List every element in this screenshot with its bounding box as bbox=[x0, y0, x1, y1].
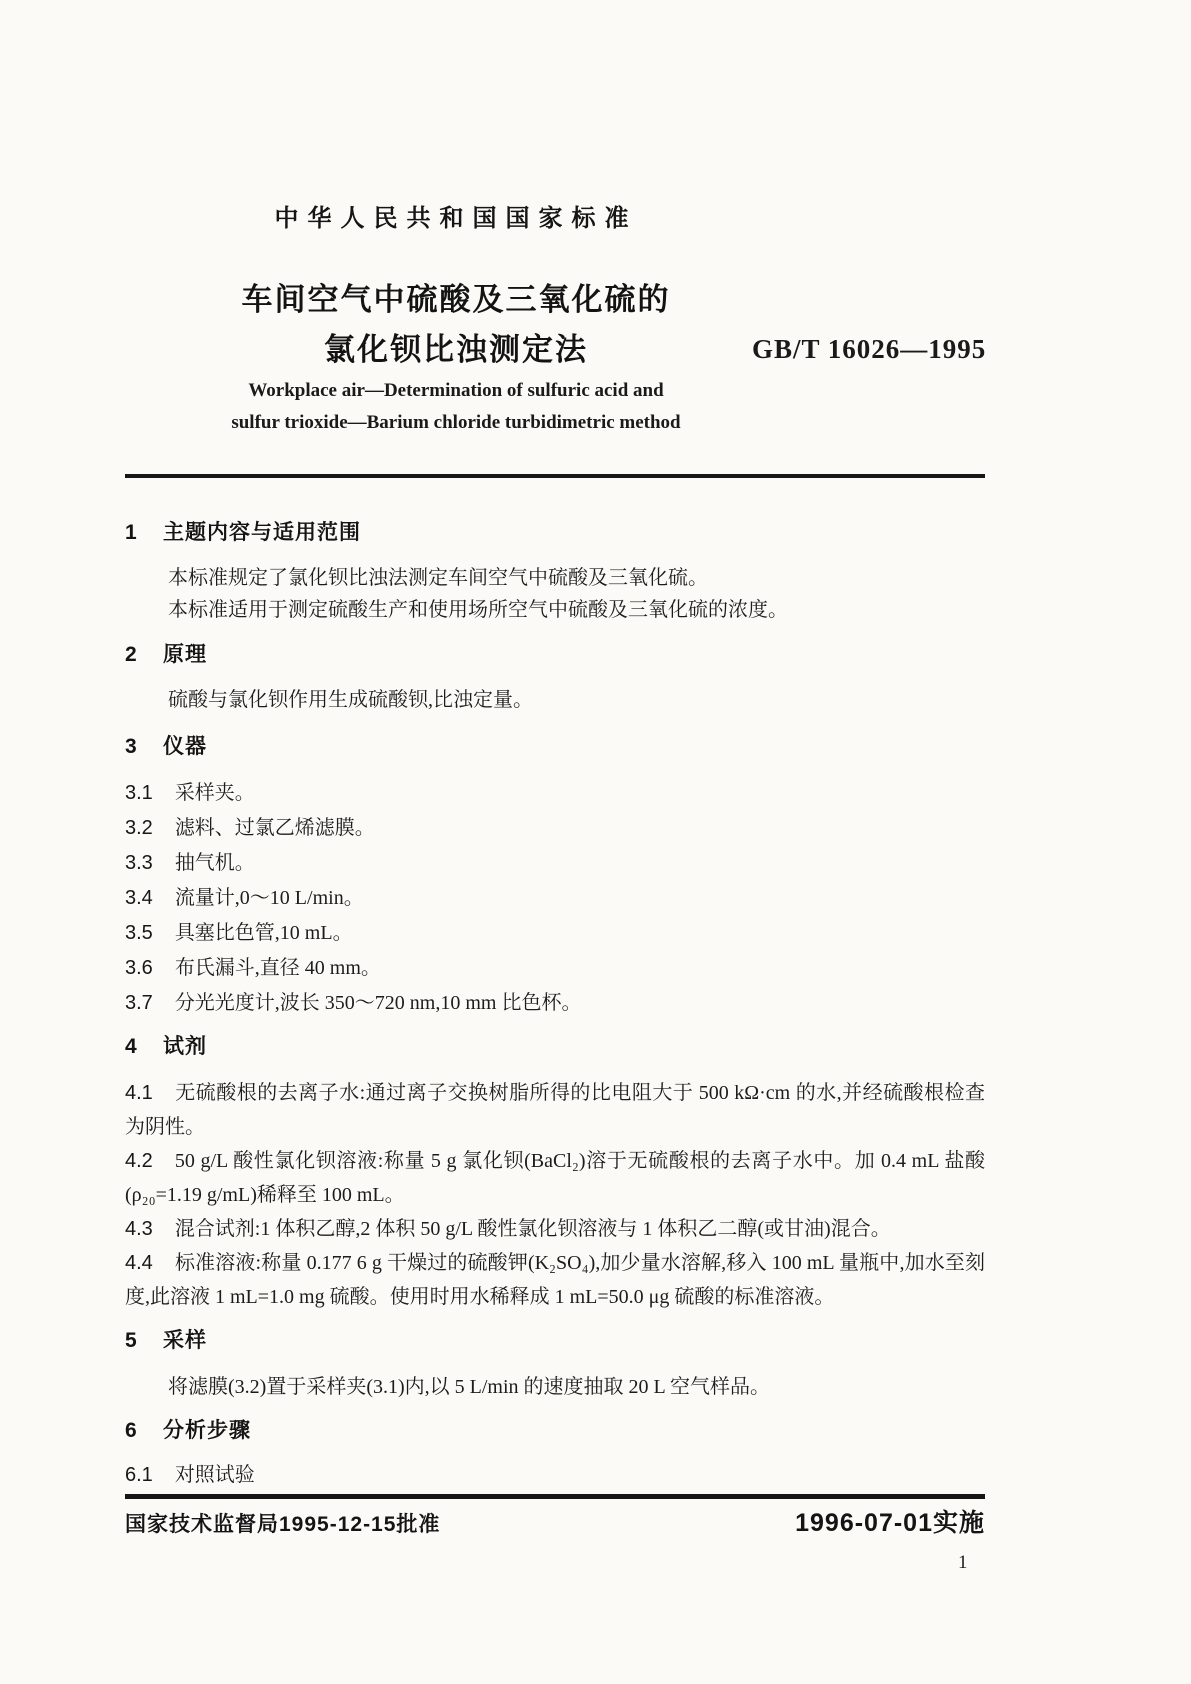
clause-number: 3.2 bbox=[125, 817, 153, 839]
section-heading bbox=[125, 1416, 985, 1446]
clause-number: 3.4 bbox=[125, 887, 153, 909]
clause-text: 分光光度计,波长 350～720 nm,10 mm 比色杯。 bbox=[174, 992, 582, 1014]
section-principle bbox=[125, 640, 985, 716]
section-number: 2 bbox=[125, 643, 138, 666]
footer-divider bbox=[125, 1494, 985, 1499]
clause-number: 4.2 bbox=[125, 1150, 153, 1172]
section-title: 采样 bbox=[163, 1329, 207, 1352]
clause bbox=[125, 1212, 985, 1246]
clause-number: 3.3 bbox=[125, 852, 153, 874]
paragraph: 本标准规定了氯化钡比浊法测定车间空气中硫酸及三氧化硫。 bbox=[168, 567, 708, 589]
clause-number: 6.1 bbox=[125, 1464, 153, 1486]
section-title: 主题内容与适用范围 bbox=[163, 521, 361, 544]
section-heading bbox=[125, 640, 985, 670]
section-heading bbox=[125, 732, 985, 762]
clause-number: 3.1 bbox=[125, 782, 153, 804]
clause bbox=[125, 986, 985, 1021]
clause-text: 50 g/L 酸性氯化钡溶液:称量 5 g 氯化钡(BaCl₂)溶于无硫酸根的去离子水中。加 0.4 mL 盐酸(ρ₂₀=1.19 g/mL)稀释至 100 mL。 bbox=[125, 1150, 985, 1206]
clause-number: 3.5 bbox=[125, 922, 153, 944]
clause-number: 4.4 bbox=[125, 1252, 153, 1274]
section-number: 6 bbox=[125, 1419, 138, 1442]
section-procedure bbox=[125, 1416, 985, 1490]
header-divider bbox=[125, 474, 985, 478]
paragraph: 硫酸与氯化钡作用生成硫酸钡,比浊定量。 bbox=[168, 689, 533, 711]
section-number: 5 bbox=[125, 1329, 138, 1352]
section-number: 3 bbox=[125, 735, 138, 758]
clause-number: 3.7 bbox=[125, 992, 153, 1014]
clause-text: 抽气机。 bbox=[174, 852, 255, 874]
english-title-line2: sulfur trioxide—Barium chloride turbidimetric method bbox=[231, 412, 681, 433]
section-sampling bbox=[125, 1326, 985, 1404]
clause-text: 流量计,0～10 L/min。 bbox=[174, 887, 364, 909]
clause-text: 滤料、过氯乙烯滤膜。 bbox=[174, 817, 375, 839]
clause-number: 3.6 bbox=[125, 957, 153, 979]
document-title-line1: 车间空气中硫酸及三氧化硫的 bbox=[241, 282, 671, 317]
section-apparatus bbox=[125, 732, 985, 1021]
clause-text: 对照试验 bbox=[174, 1464, 255, 1486]
footer-implementation-date: 1996-07-01实施 bbox=[795, 1509, 985, 1537]
clause-text: 具塞比色管,10 mL。 bbox=[174, 922, 353, 944]
clause bbox=[125, 1460, 985, 1490]
section-scope bbox=[125, 518, 985, 626]
section-heading bbox=[125, 1032, 985, 1062]
section-heading bbox=[125, 1326, 985, 1356]
clause bbox=[125, 1246, 985, 1314]
section-title: 原理 bbox=[163, 643, 207, 666]
clause-text: 标准溶液:称量 0.177 6 g 干燥过的硫酸钾(K₂SO₄),加少量水溶解,移入 100 mL 量瓶中,加水至刻度,此溶液 1 mL=1.0 mg 硫酸。使用时用水稀释成 1 mL=50.0 μg 硫酸的标准溶液。 bbox=[125, 1252, 985, 1308]
clause bbox=[125, 881, 985, 916]
paragraph: 将滤膜(3.2)置于采样夹(3.1)内,以 5 L/min 的速度抽取 20 L 空气样品。 bbox=[168, 1376, 771, 1398]
section-title: 仪器 bbox=[163, 735, 207, 758]
standard-label: 中华人民共和国国家标准 bbox=[274, 205, 638, 232]
clause bbox=[125, 951, 985, 986]
english-title-line1: Workplace air—Determination of sulfuric acid and bbox=[248, 380, 664, 401]
clause-text: 布氏漏斗,直径 40 mm。 bbox=[174, 957, 381, 979]
section-title: 试剂 bbox=[163, 1035, 207, 1058]
section-title: 分析步骤 bbox=[163, 1419, 251, 1442]
clause-text: 混合试剂:1 体积乙醇,2 体积 50 g/L 酸性氯化钡溶液与 1 体积乙二醇(或甘油)混合。 bbox=[174, 1218, 891, 1240]
footer-approval: 国家技术监督局1995-12-15批准 bbox=[125, 1513, 441, 1536]
standard-number: GB/T 16026—1995 bbox=[752, 334, 987, 364]
clause bbox=[125, 776, 985, 811]
clause-text: 无硫酸根的去离子水:通过离子交换树脂所得的比电阻大于 500 kΩ·cm 的水,并经硫酸根检查为阴性。 bbox=[125, 1082, 985, 1138]
clause-number: 4.3 bbox=[125, 1218, 153, 1240]
section-reagents bbox=[125, 1032, 985, 1314]
section-heading bbox=[125, 518, 985, 548]
clause bbox=[125, 1144, 985, 1212]
document-title-line2: 氯化钡比浊测定法 bbox=[324, 332, 588, 367]
paragraph: 本标准适用于测定硫酸生产和使用场所空气中硫酸及三氧化硫的浓度。 bbox=[168, 599, 788, 621]
clause bbox=[125, 846, 985, 881]
clause bbox=[125, 1076, 985, 1144]
page-number: 1 bbox=[958, 1552, 968, 1573]
section-number: 1 bbox=[125, 521, 138, 544]
section-number: 4 bbox=[125, 1035, 138, 1058]
clause bbox=[125, 811, 985, 846]
clause-text: 采样夹。 bbox=[174, 782, 255, 804]
clause-number: 4.1 bbox=[125, 1082, 153, 1104]
clause bbox=[125, 916, 985, 951]
